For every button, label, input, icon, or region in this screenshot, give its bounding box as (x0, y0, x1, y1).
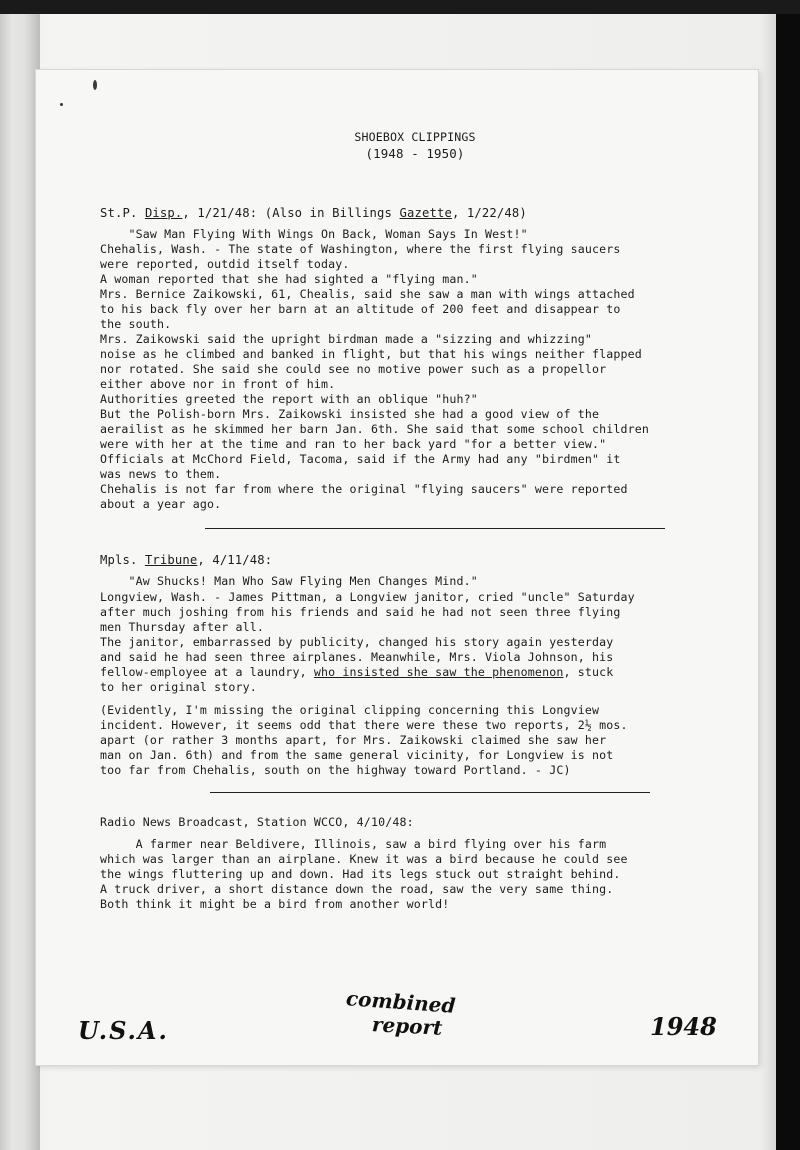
clip3-line: Both think it might be a bird from another world! (100, 897, 450, 911)
section-divider (210, 792, 650, 793)
scan-left-edge (0, 0, 40, 1150)
clip1-line: Mrs. Bernice Zaikowski, 61, Chealis, said she saw a man with wings attached (100, 287, 635, 301)
clip1-line: the south. (100, 317, 172, 331)
clip1-line: noise as he climbed and banked in flight, but that his wings neither flapped (100, 347, 642, 361)
clip3-line: which was larger than an airplane. Knew it was a bird because he could see (100, 852, 628, 866)
clip2-line: men Thursday after all. (100, 620, 264, 634)
clip2-note-line: man on Jan. 6th) and from the same general vicinity, for Longview is not (100, 748, 614, 762)
scan-right-edge (776, 0, 800, 1150)
clip1-line: A woman reported that she had sighted a "flying man." (100, 272, 478, 286)
clip1-line: Authorities greeted the report with an oblique "huh?" (100, 392, 478, 406)
clip1-line: But the Polish-born Mrs. Zaikowski insisted she had a good view of the (100, 407, 600, 421)
clip1-line: were with her at the time and ran to her back yard "for a better view." (100, 437, 607, 451)
clip2-line: fellow-employee at a laundry, who insisted she saw the phenomenon, stuck (100, 665, 614, 679)
clip1-line: about a year ago. (100, 497, 222, 511)
clip1-line: nor rotated. She said she could see no motive power such as a propellor (100, 362, 607, 376)
clip2-line: to her original story. (100, 680, 257, 694)
clip3-line: A farmer near Beldivere, Illinois, saw a bird flying over his farm (100, 837, 607, 851)
clip2-note-line: (Evidently, I'm missing the original clipping concerning this Longview (100, 703, 600, 717)
clip1-line: Chehalis is not far from where the original "flying saucers" were reported (100, 482, 628, 496)
clip3-source: Radio News Broadcast, Station WCCO, 4/10/48: (100, 815, 414, 829)
clip2-line: after much joshing from his friends and said he had not seen three flying (100, 605, 621, 619)
scan-speck (60, 103, 63, 106)
clip2-source: Mpls. Tribune, 4/11/48: (100, 553, 273, 567)
scan-speck (93, 80, 97, 90)
document-title: SHOEBOX CLIPPINGS (354, 130, 476, 144)
document-years: (1948 - 1950) (365, 146, 465, 161)
handwritten-note-line1: combined (345, 986, 457, 1018)
section-divider (205, 528, 665, 529)
scan-top-edge (0, 0, 800, 14)
clip1-line: Officials at McChord Field, Tacoma, said if the Army had any "birdmen" it (100, 452, 621, 466)
clip1-line: were reported, outdid itself today. (100, 257, 350, 271)
clip1-line: to his back fly over her barn at an altitude of 200 feet and disappear to (100, 302, 621, 316)
clip2-line: The janitor, embarrassed by publicity, changed his story again yesterday (100, 635, 614, 649)
clip1-line: aerailist as he skimmed her barn Jan. 6th. She said that some school children (100, 422, 650, 436)
clip3-line: A truck driver, a short distance down the road, saw the very same thing. (100, 882, 614, 896)
clip1-line: Chehalis, Wash. - The state of Washington, where the first flying saucers (100, 242, 621, 256)
handwritten-year: 1948 (650, 1012, 717, 1041)
clip1-line: Mrs. Zaikowski said the upright birdman made a "sizzing and whizzing" (100, 332, 592, 346)
clip2-line: Longview, Wash. - James Pittman, a Longview janitor, cried "uncle" Saturday (100, 590, 635, 604)
clip3-line: the wings fluttering up and down. Had its legs stuck out straight behind. (100, 867, 621, 881)
clip2-note-line: apart (or rather 3 months apart, for Mrs. Zaikowski claimed she saw her (100, 733, 607, 747)
clip1-line: "Saw Man Flying With Wings On Back, Woman Says In West!" (100, 227, 528, 241)
clip1-line: was news to them. (100, 467, 222, 481)
handwritten-note-line2: report (371, 1012, 443, 1040)
clip1-line: either above nor in front of him. (100, 377, 336, 391)
handwritten-country: U.S.A. (78, 1016, 169, 1045)
clip2-line: and said he had seen three airplanes. Meanwhile, Mrs. Viola Johnson, his (100, 650, 614, 664)
clip2-note-line: too far from Chehalis, south on the highway toward Portland. - JC) (100, 763, 571, 777)
clip2-line: "Aw Shucks! Man Who Saw Flying Men Changes Mind." (100, 574, 478, 588)
clip2-note-line: incident. However, it seems odd that there were these two reports, 2½ mos. (100, 718, 628, 732)
clip1-source: St.P. Disp., 1/21/48: (Also in Billings Gazette, 1/22/48) (100, 206, 527, 220)
